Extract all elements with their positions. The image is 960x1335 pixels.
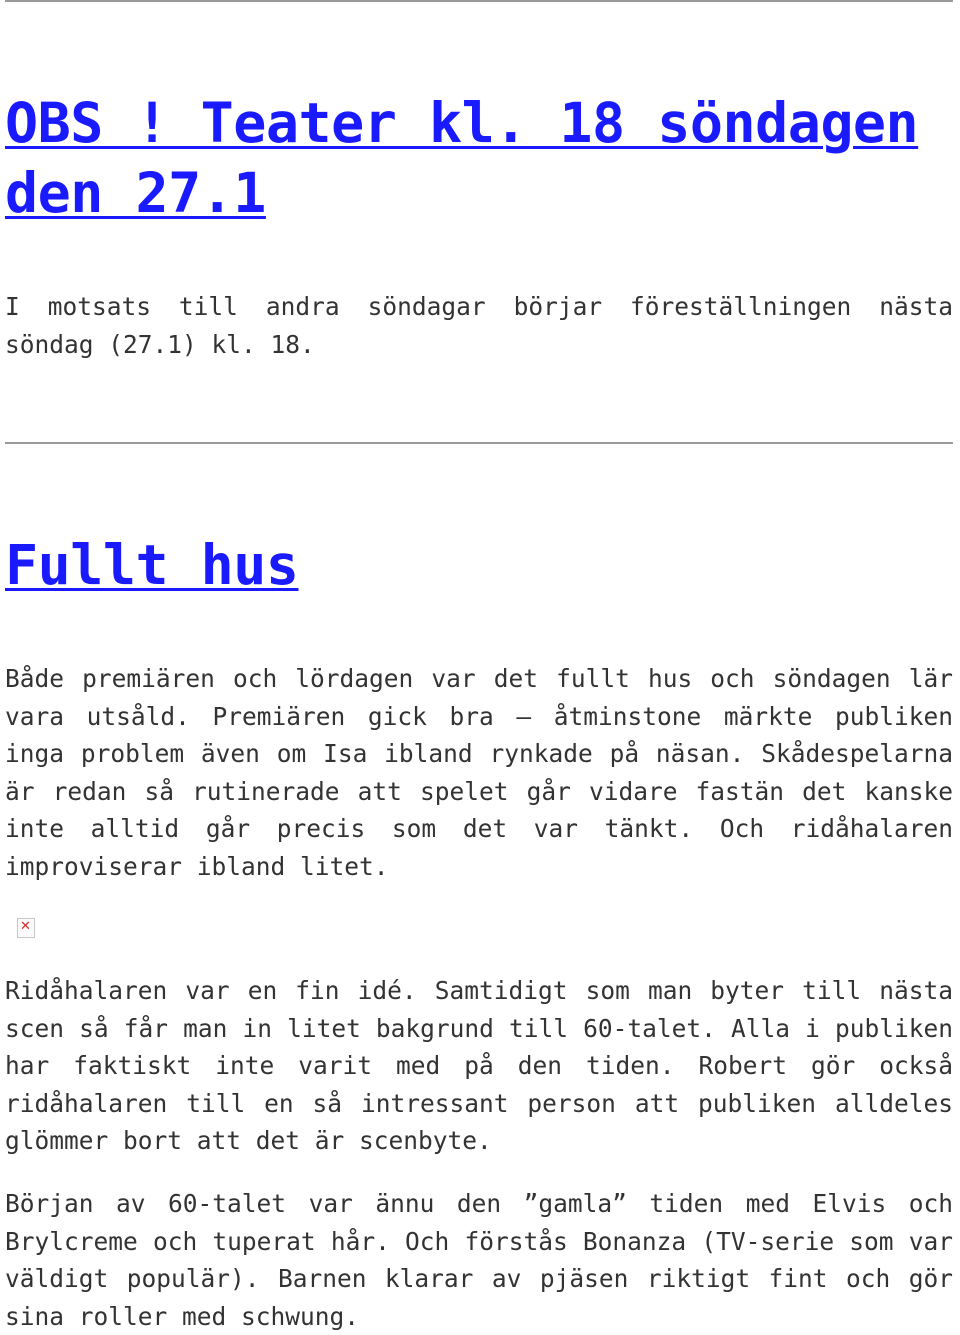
post-paragraph-3: Början av 60-talet var ännu den ”gamla” tiden med Elvis och Brylcreme och tuperat hår. Och förstås Bonanza (TV-serie som var väldigt populär). Barnen klarar av pjäsen riktigt fint och gör sina roller med schwung.	[5, 1189, 953, 1331]
post-divider	[5, 442, 953, 444]
post-title-fullt-hus[interactable]: Fullt hus	[5, 533, 299, 597]
top-divider	[5, 0, 953, 2]
post-paragraph-2: Ridåhalaren var en fin idé. Samtidigt som man byter till nästa scen så får man in litet bakgrund till 60-talet. Alla i publiken har faktiskt inte varit med på den tiden. Robert gör också ridåhalaren till en så intressant person att publiken alldeles glömmer bort att det är scenbyte.	[5, 976, 953, 1155]
post-title-teater[interactable]: OBS ! Teater kl. 18 söndagen den 27.1	[5, 91, 919, 225]
post-body-teater: I motsats till andra söndagar börjar föreställningen nästa söndag (27.1) kl. 18.	[5, 292, 953, 359]
broken-image-icon: ✕	[17, 918, 35, 938]
post-paragraph-1: Både premiären och lördagen var det fullt hus och söndagen lär vara utsåld. Premiären gick bra – åtminstone märkte publiken inga problem även om Isa ibland rynkade på näsan. Skådespelarna är redan så rutinerade att spelet går vidare fastän det kanske inte alltid går precis som det var tänkt. Och ridåhalaren improviserar ibland litet.	[5, 664, 953, 881]
